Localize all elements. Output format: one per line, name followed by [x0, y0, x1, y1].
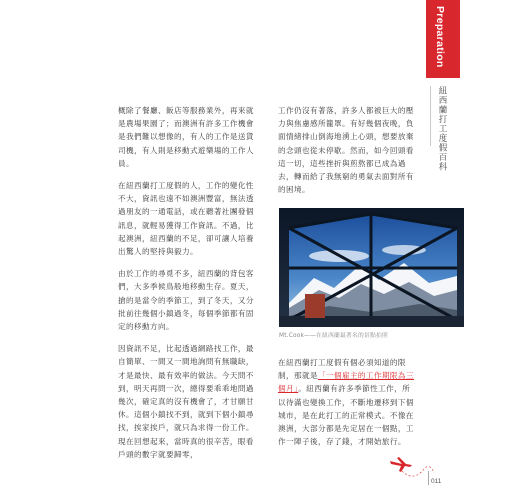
paragraph: 因資訊不足，比起透過網路找工作，最自簡單、一間又一間地詢問有無職缺，才是最快、最有效率的做法。今天問不到，明天再問一次，總得要乖乖地問過幾次，確定真的沒有機會了，才甘願甘休。這個小鎮找不到，就到下個小鎮尋找，挨家挨戶，就只為求得一份工作。現在回想起來，當時真的很辛苦，眼看戶頭的數字就要歸零，: [118, 344, 254, 459]
mountain-window-photo: [279, 208, 464, 327]
side-title: 紐西蘭打工度假百科: [437, 86, 447, 172]
paragraph: [278, 356, 418, 448]
paragraph: 在紐西蘭打工度假的人，工作的變化性不大，資訊也遠不如澳洲豐富，無法透過朋友的一通電話，或在聽著社團發個訊息，就輕易獲得工作資訊。不過，比起澳洲，紐西蘭的不足，卻可讓人培養出驚人的堅持與毅力。: [118, 181, 254, 257]
paragraph: 工作仍沒有著落，許多人都被巨大的壓力與焦慮感所籠罩。有好幾個夜晚，負面情緒排山倒海地湧上心頭，想要放棄的念頭也從未停歇。然而，如今回頭看這一切，這些挫折與煎熬都已成為過去，轉而給了我無窮的勇氣去面對所有的困境。: [278, 106, 414, 195]
left-column: [118, 104, 255, 470]
side-title-rule: [430, 86, 431, 146]
right-bottom-column: [278, 356, 418, 457]
section-tab-label: Preparation: [434, 6, 446, 68]
paragraph: 概除了餐廳、飯店等服務業外，再來就是農場果園了；而澳洲有許多工作機會是我們難以想像的，有人的工作是送貨司機，有人則是移動式遊樂場的工作人員。: [118, 106, 254, 168]
page-number: 011: [431, 478, 442, 485]
right-top-column: [278, 104, 416, 205]
section-tab: [426, 0, 460, 78]
photo-caption: Mt.Cook——在紐西蘭最著名的景點拍照: [279, 333, 388, 339]
paragraph-end: 。紐西蘭有許多季節性工作，所以待滿也變換工作，不斷地遷移到下個城市，是在此打工的正常模式。不像在澳洲，大部分都是先定居在一個點，工作一陣子後，存了錢，才開始旅行。: [278, 384, 414, 447]
paragraph-start: 在紐西蘭打工度假有個必須知道的限制，那就是: [278, 358, 406, 381]
paragraph: 由於工作的尋覓不多，紐西蘭的背包客們，大多季候鳥般地移動生存。夏天，搶的是當令的季節工，到了冬天，又分批前往幾個小鎮過冬，每個季節都有固定的移動方向。: [118, 269, 254, 332]
page-number-rule: [428, 471, 429, 485]
highlight-text: 「一個雇主的工作期限為三個月」: [278, 371, 414, 394]
